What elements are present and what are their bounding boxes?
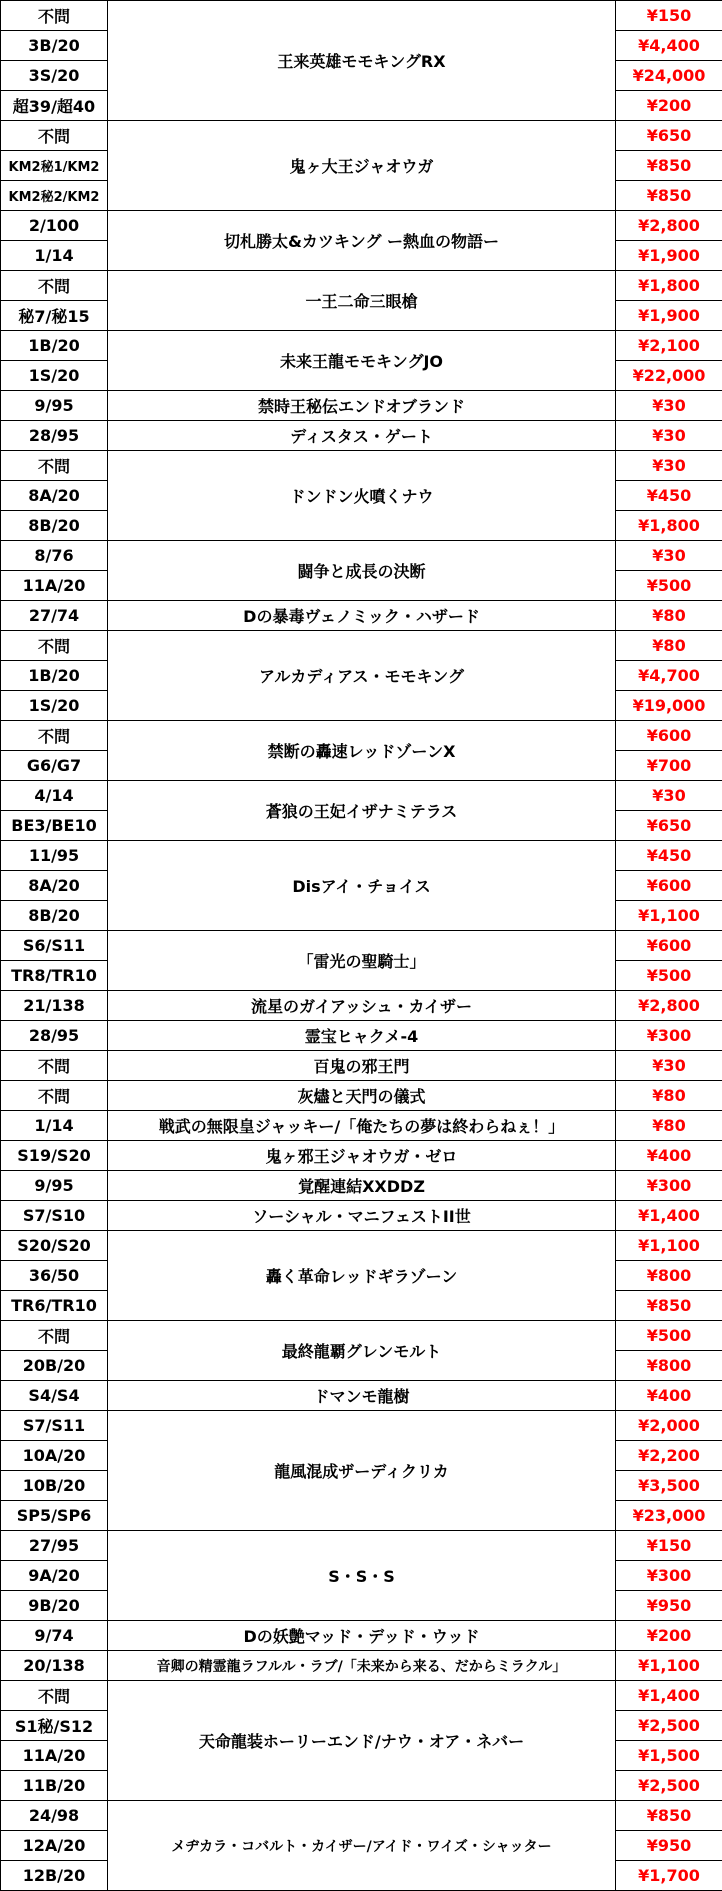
price-cell: ¥600 [616,931,722,961]
card-number-cell: 不問 [1,1321,108,1351]
price-cell: ¥80 [616,1111,722,1141]
card-number-cell: 不問 [1,121,108,151]
table-row [1,1801,722,1831]
price-cell: ¥650 [616,121,722,151]
card-number-cell: G6/G7 [1,751,108,781]
table-row [1,211,722,241]
table-row [1,781,722,811]
card-number-cell: 28/95 [1,1021,108,1051]
price-cell: ¥850 [616,1801,722,1831]
table-row [1,991,722,1021]
price-cell: ¥400 [616,1141,722,1171]
card-name-cell: 百鬼の邪王門 [108,1051,616,1081]
card-number-cell: 9/74 [1,1621,108,1651]
card-number-cell: 秘7/秘15 [1,301,108,331]
price-cell: ¥300 [616,1561,722,1591]
table-row [1,331,722,361]
card-number-cell: TR6/TR10 [1,1291,108,1321]
price-cell: ¥400 [616,1381,722,1411]
price-cell: ¥850 [616,181,722,211]
card-name-cell: S・S・S [108,1531,616,1621]
price-cell: ¥150 [616,1531,722,1561]
price-cell: ¥450 [616,841,722,871]
price-cell: ¥30 [616,451,722,481]
card-name-cell: 最終龍覇グレンモルト [108,1321,616,1381]
table-row [1,1411,722,1441]
price-cell: ¥850 [616,1291,722,1321]
card-name-cell: 音卿の精霊龍ラフルル・ラブ/「未来から来る、だからミラクル」 [108,1651,616,1681]
card-name-cell: Dの暴毒ヴェノミック・ハザード [108,601,616,631]
price-cell: ¥600 [616,871,722,901]
table-row [1,271,722,301]
card-number-cell: 12B/20 [1,1861,108,1891]
table-row [1,841,722,871]
table-row [1,1021,722,1051]
table-row [1,1531,722,1561]
price-cell: ¥950 [616,1591,722,1621]
card-number-cell: 3B/20 [1,31,108,61]
price-cell: ¥500 [616,1321,722,1351]
card-name-cell: 流星のガイアッシュ・カイザー [108,991,616,1021]
price-cell: ¥30 [616,1051,722,1081]
card-number-cell: S7/S11 [1,1411,108,1441]
price-cell: ¥850 [616,151,722,181]
card-number-cell: 21/138 [1,991,108,1021]
price-cell: ¥2,500 [616,1771,722,1801]
card-number-cell: 超39/超40 [1,91,108,121]
price-cell: ¥1,900 [616,241,722,271]
price-cell: ¥500 [616,961,722,991]
card-name-cell: Disアイ・チョイス [108,841,616,931]
card-number-cell: 1S/20 [1,361,108,391]
card-number-cell: 8/76 [1,541,108,571]
price-cell: ¥80 [616,601,722,631]
card-number-cell: KM2秘1/KM2 [1,151,108,181]
card-number-cell: 10A/20 [1,1441,108,1471]
table-row [1,1621,722,1651]
card-number-cell: 不問 [1,1681,108,1711]
card-price-table-body [1,1,722,1891]
price-cell: ¥80 [616,1081,722,1111]
card-number-cell: 不問 [1,1081,108,1111]
card-number-cell: 8A/20 [1,481,108,511]
price-cell: ¥300 [616,1021,722,1051]
price-cell: ¥2,100 [616,331,722,361]
card-name-cell: Dの妖艶マッド・デッド・ウッド [108,1621,616,1651]
price-cell: ¥2,500 [616,1711,722,1741]
card-number-cell: 8B/20 [1,901,108,931]
card-number-cell: 10B/20 [1,1471,108,1501]
card-number-cell: 不問 [1,631,108,661]
price-cell: ¥3,500 [616,1471,722,1501]
card-name-cell: 闘争と成長の決断 [108,541,616,601]
card-number-cell: 11/95 [1,841,108,871]
table-row [1,421,722,451]
card-number-cell: 不問 [1,451,108,481]
price-cell: ¥800 [616,1261,722,1291]
price-cell: ¥950 [616,1831,722,1861]
table-row [1,1321,722,1351]
card-number-cell: SP5/SP6 [1,1501,108,1531]
card-number-cell: 28/95 [1,421,108,451]
price-cell: ¥700 [616,751,722,781]
card-number-cell: KM2秘2/KM2 [1,181,108,211]
card-name-cell: ソーシャル・マニフェストII世 [108,1201,616,1231]
price-cell: ¥2,800 [616,991,722,1021]
card-number-cell: 1/14 [1,1111,108,1141]
card-number-cell: S4/S4 [1,1381,108,1411]
table-row [1,1201,722,1231]
card-number-cell: 3S/20 [1,61,108,91]
card-number-cell: S19/S20 [1,1141,108,1171]
card-number-cell: S7/S10 [1,1201,108,1231]
price-cell: ¥650 [616,811,722,841]
card-name-cell: 「雷光の聖騎士」 [108,931,616,991]
card-name-cell: 龍風混成ザーディクリカ [108,1411,616,1531]
table-row [1,631,722,661]
price-cell: ¥2,000 [616,1411,722,1441]
card-name-cell: ドンドン火噴くナウ [108,451,616,541]
card-number-cell: 27/95 [1,1531,108,1561]
card-name-cell: 戦武の無限皇ジャッキー/「俺たちの夢は終わらねぇ！」 [108,1111,616,1141]
card-number-cell: 1B/20 [1,661,108,691]
table-row [1,1171,722,1201]
card-name-cell: 禁時王秘伝エンドオブランド [108,391,616,421]
table-row [1,1141,722,1171]
price-cell: ¥1,100 [616,901,722,931]
card-name-cell: 覚醒連結XXDDZ [108,1171,616,1201]
card-name-cell: 轟く革命レッドギラゾーン [108,1231,616,1321]
card-name-cell: 天命龍装ホーリーエンド/ナウ・オア・ネバー [108,1681,616,1801]
card-number-cell: 9B/20 [1,1591,108,1621]
card-number-cell: 11A/20 [1,571,108,601]
price-cell: ¥80 [616,631,722,661]
card-number-cell: 12A/20 [1,1831,108,1861]
table-row [1,721,722,751]
card-name-cell: 霊宝ヒャクメ-4 [108,1021,616,1051]
price-cell: ¥1,900 [616,301,722,331]
price-cell: ¥1,700 [616,1861,722,1891]
price-cell: ¥23,000 [616,1501,722,1531]
card-number-cell: 4/14 [1,781,108,811]
card-number-cell: 1/14 [1,241,108,271]
price-cell: ¥150 [616,1,722,31]
card-number-cell: 9/95 [1,1171,108,1201]
table-row [1,1,722,31]
card-number-cell: 1B/20 [1,331,108,361]
price-cell: ¥200 [616,1621,722,1651]
price-cell: ¥30 [616,541,722,571]
table-row [1,451,722,481]
price-cell: ¥30 [616,421,722,451]
table-row [1,601,722,631]
card-number-cell: 24/98 [1,1801,108,1831]
price-cell: ¥4,400 [616,31,722,61]
card-number-cell: 8A/20 [1,871,108,901]
card-number-cell: 不問 [1,1,108,31]
table-row [1,1381,722,1411]
card-number-cell: 36/50 [1,1261,108,1291]
card-number-cell: 9/95 [1,391,108,421]
price-cell: ¥200 [616,91,722,121]
card-name-cell: 未来王龍モモキングJO [108,331,616,391]
card-number-cell: 不問 [1,1051,108,1081]
price-cell: ¥24,000 [616,61,722,91]
price-cell: ¥2,200 [616,1441,722,1471]
card-number-cell: 9A/20 [1,1561,108,1591]
price-cell: ¥300 [616,1171,722,1201]
card-name-cell: 鬼ヶ邪王ジャオウガ・ゼロ [108,1141,616,1171]
table-row [1,931,722,961]
table-row [1,1111,722,1141]
price-cell: ¥500 [616,571,722,601]
card-name-cell: ドマンモ龍樹 [108,1381,616,1411]
card-number-cell: S20/S20 [1,1231,108,1261]
price-cell: ¥22,000 [616,361,722,391]
table-row [1,541,722,571]
card-number-cell: 8B/20 [1,511,108,541]
card-name-cell: 蒼狼の王妃イザナミテラス [108,781,616,841]
price-cell: ¥30 [616,781,722,811]
card-number-cell: 11B/20 [1,1771,108,1801]
card-number-cell: 20B/20 [1,1351,108,1381]
price-cell: ¥1,400 [616,1681,722,1711]
price-cell: ¥2,800 [616,211,722,241]
table-row [1,1081,722,1111]
card-number-cell: TR8/TR10 [1,961,108,991]
card-name-cell: 禁断の轟速レッドゾーンX [108,721,616,781]
table-row [1,1681,722,1711]
card-name-cell: 切札勝太&カツキング ー熱血の物語ー [108,211,616,271]
card-number-cell: 不問 [1,721,108,751]
price-cell: ¥19,000 [616,691,722,721]
price-cell: ¥1,400 [616,1201,722,1231]
card-name-cell: 一王二命三眼槍 [108,271,616,331]
card-number-cell: S1秘/S12 [1,1711,108,1741]
table-row [1,1651,722,1681]
card-name-cell: メヂカラ・コバルト・カイザー/アイド・ワイズ・シャッター [108,1801,616,1891]
table-row [1,1051,722,1081]
card-number-cell: 不問 [1,271,108,301]
card-number-cell: 27/74 [1,601,108,631]
price-cell: ¥800 [616,1351,722,1381]
price-cell: ¥600 [616,721,722,751]
card-number-cell: 1S/20 [1,691,108,721]
card-name-cell: 鬼ヶ大王ジャオウガ [108,121,616,211]
table-row [1,391,722,421]
price-cell: ¥4,700 [616,661,722,691]
card-number-cell: 20/138 [1,1651,108,1681]
price-cell: ¥30 [616,391,722,421]
price-cell: ¥1,100 [616,1231,722,1261]
price-cell: ¥1,800 [616,271,722,301]
price-cell: ¥1,500 [616,1741,722,1771]
card-number-cell: S6/S11 [1,931,108,961]
card-name-cell: ディスタス・ゲート [108,421,616,451]
price-cell: ¥1,100 [616,1651,722,1681]
card-name-cell: 灰燼と天門の儀式 [108,1081,616,1111]
card-number-cell: 11A/20 [1,1741,108,1771]
card-number-cell: 2/100 [1,211,108,241]
table-row [1,121,722,151]
price-cell: ¥1,800 [616,511,722,541]
card-name-cell: 王来英雄モモキングRX [108,1,616,121]
card-number-cell: BE3/BE10 [1,811,108,841]
card-name-cell: アルカディアス・モモキング [108,631,616,721]
price-cell: ¥450 [616,481,722,511]
table-row [1,1231,722,1261]
